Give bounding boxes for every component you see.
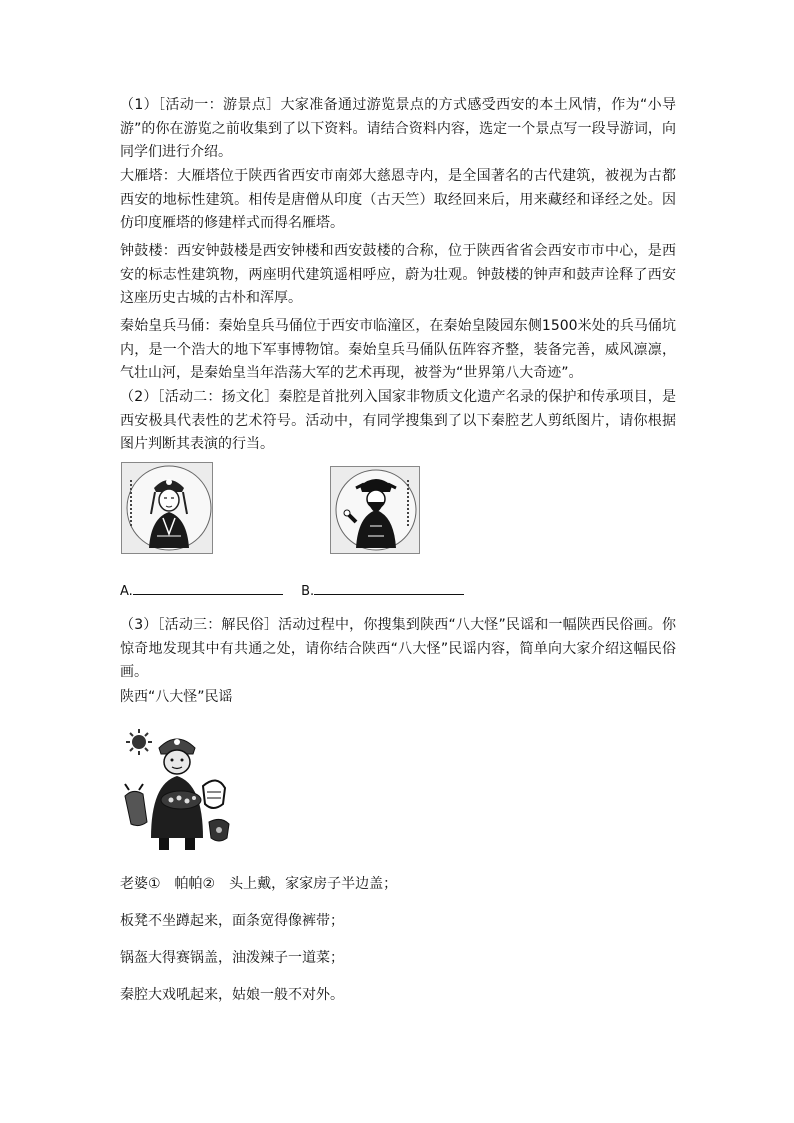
label-b: B. [301, 584, 315, 599]
ballad-line-3: 锅盔大得赛锅盖，油泼辣子一道菜； [120, 950, 344, 966]
ballad-title: 陕西“八大怪”民谣 [120, 689, 233, 705]
zhonggulou-paragraph: 钟鼓楼：西安钟鼓楼是西安钟楼和西安鼓楼的合称，位于陕西省省会西安市市中心，是西安的标志性建筑物，两座明代建筑遥相呼应，蔚为壮观。钟鼓楼的钟声和鼓声诠释了西安这座历史古城的古朴和浑厚。 [120, 243, 676, 306]
answer-blank-a[interactable] [133, 578, 283, 595]
answer-blank-b[interactable] [314, 578, 464, 595]
activity1-intro: （1）［活动一：游景点］大家准备通过游览景点的方式感受西安的本土风情，作为“小导游”的你在游览之前收集到了以下资料。请结合资料内容，选定一个景点写一段导游词，向同学们进行介绍。 [120, 97, 676, 160]
ballad-line-1: 老婆① 帕帕② 头上戴，家家房子半边盖； [120, 876, 398, 892]
dayanta-paragraph: 大雁塔：大雁塔位于陕西省西安市南郊大慈恩寺内，是全国著名的古代建筑，被视为古都西安的地标性建筑。相传是唐僧从印度（古天竺）取经回来后，用来藏经和译经之处。因仿印度雁塔的修建样式而得名雁塔。 [120, 168, 676, 231]
papercut-figure-a [121, 462, 213, 554]
activity3-intro: （3）［活动三：解民俗］活动过程中，你搜集到陕西“八大怪”民谣和一幅陕西民俗画。你惊奇地发现其中有共通之处，请你结合陕西“八大怪”民谣内容，简单向大家介绍这幅民俗画。 [120, 617, 676, 680]
label-a: A. [120, 584, 133, 599]
papercut-figure-b [330, 466, 420, 554]
ballad-line-4: 秦腔大戏吼起来，姑娘一般不对外。 [120, 987, 344, 1003]
folk-painting [121, 726, 233, 854]
activity2-intro: （2）［活动二：扬文化］秦腔是首批列入国家非物质文化遗产名录的保护和传承项目，是西安极具代表性的艺术符号。活动中，有同学搜集到了以下秦腔艺人剪纸图片，请你根据图片判断其表演的行当。 [120, 389, 676, 452]
answer-blanks [120, 578, 464, 601]
bingmayong-paragraph: 秦始皇兵马俑：秦始皇兵马俑位于西安市临潼区，在秦始皇陵园东侧1500米处的兵马俑坑内，是一个浩大的地下军事博物馆。秦始皇兵马俑队伍阵容齐整，装备完善，威风凛凛，气壮山河，是秦始皇当年浩荡大军的艺术再现，被誉为“世界第八大奇迹”。 [120, 318, 676, 381]
ballad-line-2: 板凳不坐蹲起来，面条宽得像裤带； [120, 913, 344, 929]
